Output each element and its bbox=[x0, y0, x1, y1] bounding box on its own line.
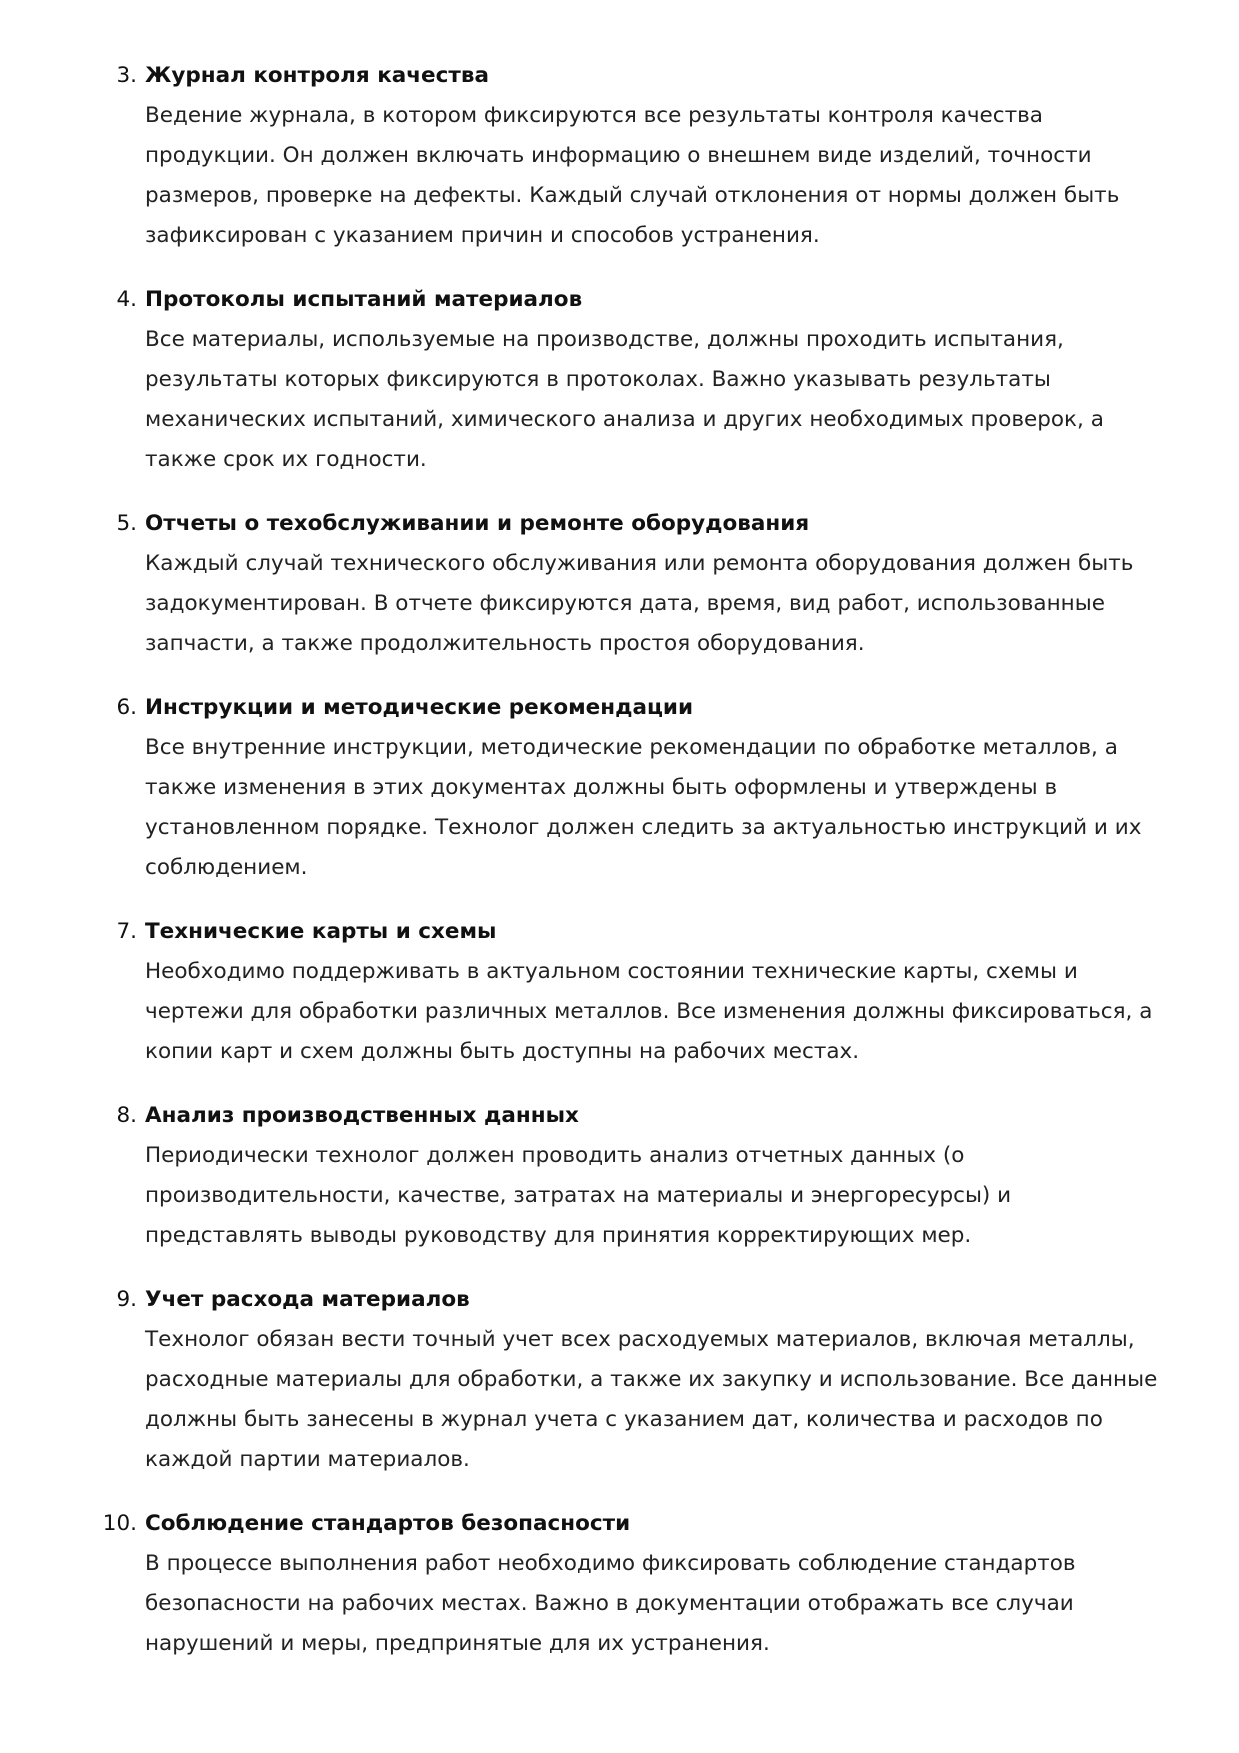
list-item bbox=[0, 56, 1239, 256]
body-line: В процессе выполнения работ необходимо фиксировать соблюдение стандартов bbox=[145, 1551, 1076, 1576]
list-item bbox=[0, 912, 1239, 1072]
item-title: Инструкции и методические рекомендации bbox=[145, 695, 694, 720]
list-item bbox=[0, 504, 1239, 664]
document-page bbox=[0, 56, 1239, 1688]
body-line: продукции. Он должен включать информацию о внешнем виде изделий, точности bbox=[145, 143, 1092, 168]
item-title: Соблюдение стандартов безопасности bbox=[145, 1511, 631, 1536]
body-line: Необходимо поддерживать в актуальном состоянии технические карты, схемы и bbox=[145, 959, 1078, 984]
body-line: размеров, проверке на дефекты. Каждый случай отклонения от нормы должен быть bbox=[145, 183, 1120, 208]
body-line: Все материалы, используемые на производстве, должны проходить испытания, bbox=[145, 327, 1064, 352]
body-line: соблюдением. bbox=[145, 855, 308, 880]
body-line: Технолог обязан вести точный учет всех расходуемых материалов, включая металлы, bbox=[145, 1327, 1135, 1352]
body-line: представлять выводы руководству для принятия корректирующих мер. bbox=[145, 1223, 972, 1248]
item-body bbox=[145, 1544, 1165, 1664]
item-body bbox=[145, 1136, 1165, 1256]
body-line: Каждый случай технического обслуживания или ремонта оборудования должен быть bbox=[145, 551, 1134, 576]
body-line: зафиксирован с указанием причин и способов устранения. bbox=[145, 223, 820, 248]
item-number: 5. bbox=[116, 511, 137, 536]
body-line: механических испытаний, химического анализа и других необходимых проверок, а bbox=[145, 407, 1104, 432]
item-title: Отчеты о техобслуживании и ремонте оборудования bbox=[145, 511, 810, 536]
list-item bbox=[0, 1504, 1239, 1664]
item-number: 10. bbox=[102, 1511, 137, 1536]
item-number: 7. bbox=[116, 919, 137, 944]
body-line: результаты которых фиксируются в протоколах. Важно указывать результаты bbox=[145, 367, 1051, 392]
list-item bbox=[0, 688, 1239, 888]
body-line: чертежи для обработки различных металлов. Все изменения должны фиксироваться, а bbox=[145, 999, 1153, 1024]
body-line: задокументирован. В отчете фиксируются дата, время, вид работ, использованные bbox=[145, 591, 1105, 616]
item-title: Протоколы испытаний материалов bbox=[145, 287, 583, 312]
list-item bbox=[0, 1280, 1239, 1480]
body-line: также срок их годности. bbox=[145, 447, 427, 472]
item-body bbox=[145, 544, 1165, 664]
body-line: нарушений и меры, предпринятые для их устранения. bbox=[145, 1631, 770, 1656]
item-title: Технические карты и схемы bbox=[145, 919, 497, 944]
body-line: Все внутренние инструкции, методические рекомендации по обработке металлов, а bbox=[145, 735, 1118, 760]
list-item bbox=[0, 1096, 1239, 1256]
body-line: Периодически технолог должен проводить анализ отчетных данных (о bbox=[145, 1143, 965, 1168]
list-item bbox=[0, 280, 1239, 480]
body-line: копии карт и схем должны быть доступны на рабочих местах. bbox=[145, 1039, 860, 1064]
item-body bbox=[145, 96, 1165, 256]
body-line: каждой партии материалов. bbox=[145, 1447, 470, 1472]
body-line: расходные материалы для обработки, а также их закупку и использование. Все данные bbox=[145, 1367, 1158, 1392]
body-line: установленном порядке. Технолог должен следить за актуальностью инструкций и их bbox=[145, 815, 1142, 840]
item-body bbox=[145, 952, 1165, 1072]
item-body bbox=[145, 1320, 1165, 1480]
item-title: Журнал контроля качества bbox=[145, 63, 489, 88]
body-line: запчасти, а также продолжительность простоя оборудования. bbox=[145, 631, 865, 656]
item-title: Анализ производственных данных bbox=[145, 1103, 579, 1128]
item-number: 4. bbox=[116, 287, 137, 312]
item-number: 6. bbox=[116, 695, 137, 720]
item-body bbox=[145, 728, 1165, 888]
body-line: также изменения в этих документах должны быть оформлены и утверждены в bbox=[145, 775, 1058, 800]
body-line: должны быть занесены в журнал учета с указанием дат, количества и расходов по bbox=[145, 1407, 1103, 1432]
body-line: производительности, качестве, затратах на материалы и энергоресурсы) и bbox=[145, 1183, 1012, 1208]
item-number: 8. bbox=[116, 1103, 137, 1128]
body-line: Ведение журнала, в котором фиксируются все результаты контроля качества bbox=[145, 103, 1043, 128]
body-line: безопасности на рабочих местах. Важно в документации отображать все случаи bbox=[145, 1591, 1074, 1616]
item-number: 9. bbox=[116, 1287, 137, 1312]
item-title: Учет расхода материалов bbox=[145, 1287, 470, 1312]
item-number: 3. bbox=[116, 63, 137, 88]
item-body bbox=[145, 320, 1165, 480]
